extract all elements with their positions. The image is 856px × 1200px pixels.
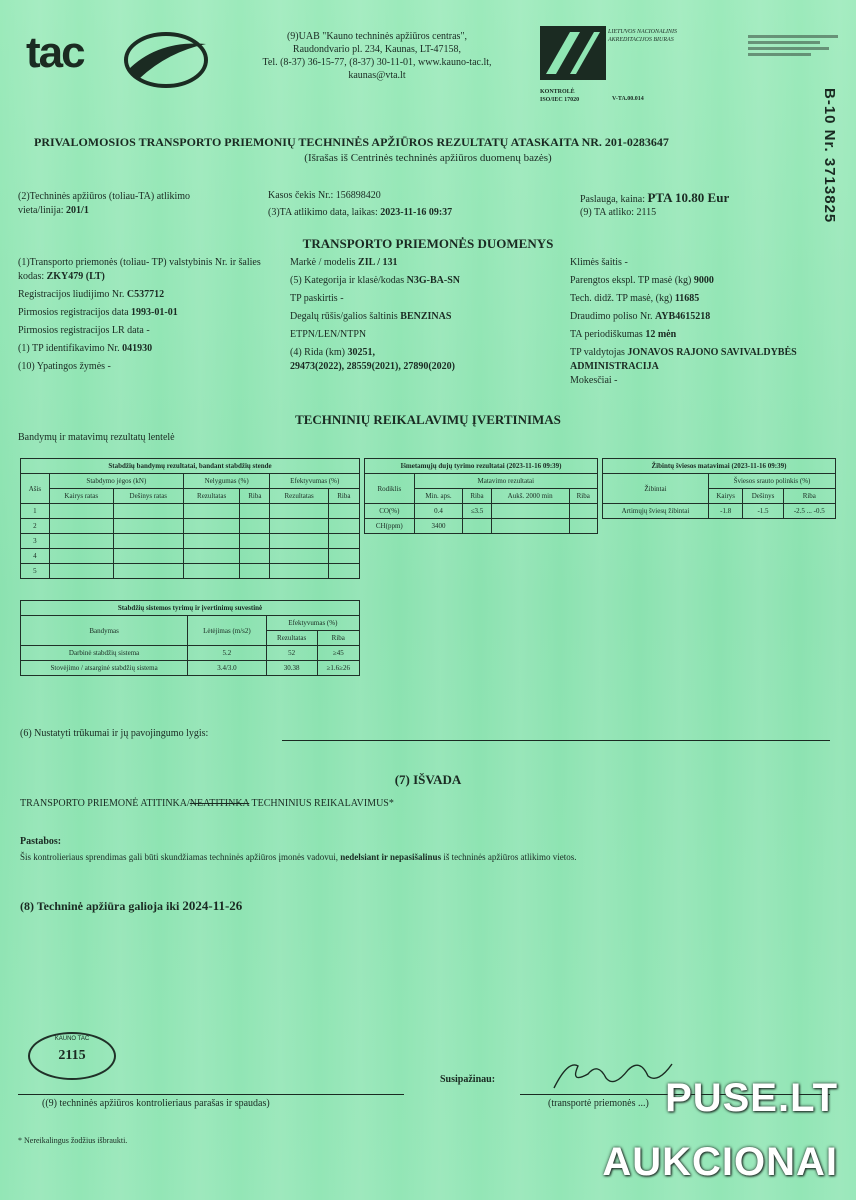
notes-text: Šis kontrolieriaus sprendimas gali būti skundžiamas techninės apžiūros įmonės vadovui, nedelsiant ir nepasišalinus iš techninės apžiūros atlikimo vietos. xyxy=(20,852,577,862)
brake-header-force: Stabdymo jėgos (kN) xyxy=(49,474,183,489)
blurred-print-info xyxy=(748,32,838,66)
brake-header-efficiency: Efektyvumas (%) xyxy=(270,474,360,489)
climate-row: Klimės šaitis - xyxy=(570,257,628,268)
brake-test-table xyxy=(20,458,360,579)
conclusion-text: TRANSPORTO PRIEMONĖ ATITINKA/NEATITINKA TECHNINIUS REIKALAVIMUS* xyxy=(20,798,394,809)
inspection-datetime xyxy=(268,207,452,218)
max-mass-row: Tech. didž. TP masė, (kg) 11685 xyxy=(570,293,700,304)
table-row: 5 xyxy=(21,564,360,579)
watermark-line1: PUSE.LT xyxy=(665,1076,838,1120)
service-label: Paslauga, kaina: xyxy=(580,194,645,205)
stamp-number: 2115 xyxy=(58,1048,86,1063)
report-title: PRIVALOMOSIOS TRANSPORTO PRIEMONIŲ TECHNINĖS APŽIŪROS REZULTATŲ ATASKAITA NR. 201-0283647 xyxy=(34,135,669,149)
conclusion-title: (7) IŠVADA xyxy=(394,772,462,787)
table-row: CH(ppm) 3400 xyxy=(365,519,598,534)
owner-signature-icon xyxy=(548,1054,678,1094)
special-marks-row: (10) Ypatingos žymės - xyxy=(18,361,111,372)
brake-sub-limit: Riba xyxy=(240,489,270,504)
purpose-row: TP paskirtis - xyxy=(290,293,344,304)
ta-performed-by xyxy=(580,207,656,218)
accreditation-code: V-TA.00.014 xyxy=(612,96,644,102)
accreditation-name: LIETUVOS NACIONALINIS AKREDITACIJOS BIURAS xyxy=(608,29,677,43)
headlight-table-title: Žibintų šviesos matavimai (2023-11-16 09:39) xyxy=(603,459,836,474)
form-serial-number: B-10 Nr. 3713825 xyxy=(821,88,838,224)
company-phone: Tel. (8-37) 36-15-77, (8-37) 30-11-01, www.kauno-tac.lt, xyxy=(262,57,492,68)
table-row: Artimųjų šviesų žibintai -1.8 -1.5 -2.5 ... -0.5 xyxy=(603,504,836,519)
footnote: * Nereikalingus žodžius išbraukti. xyxy=(18,1136,128,1145)
table-row: 1 xyxy=(21,504,360,519)
registration-row: Registracijos liudijimo Nr. C537712 xyxy=(18,289,165,300)
accreditation-info xyxy=(540,88,579,104)
brake-sub-left: Kairys ratas xyxy=(49,489,113,504)
insurance-row: Draudimo poliso Nr. AYB4615218 xyxy=(570,311,711,322)
notes-label: Pastabos: xyxy=(20,836,62,847)
accreditation-icon xyxy=(540,26,606,80)
company-name: (9)UAB "Kauno techninės apžiūros centras", xyxy=(286,31,468,42)
validity-date: 2024-11-26 xyxy=(182,898,243,913)
stamp-ring-text: KAUNO TAC xyxy=(54,1036,90,1042)
brake-summary-title: Stabdžių sistemos tyrimų ir įvertinimų suvestinė xyxy=(21,601,360,616)
ta-code-value: 2115 xyxy=(636,207,657,218)
emission-table-title: Išmetamųjų dujų tyrimo rezultatai (2023-11-16 09:39) xyxy=(365,459,598,474)
tac-logo xyxy=(26,28,84,78)
first-registration-row: Pirmosios registracijos data 1993-01-01 xyxy=(18,307,178,318)
taxes-row: Mokesčiai - xyxy=(570,375,618,386)
emission-header-results: Matavimo rezultatai xyxy=(414,474,597,489)
company-email: kaunas@vta.lt xyxy=(348,70,406,81)
inspection-place-value: 201/1 xyxy=(66,205,89,216)
brake-summary-table: Stabdžių sistemos tyrimų ir įvertinimų suvestinė Bandymas Lėtėjimas (m/s2) Efektyvumas (%) Rezultatas Riba Darbinė stabdžių sistema 5.2 52 ≥45 Stovėjimo / atsarginė stabdžių sistema 3.4/3.0 30.38 ≥1.6≥26 xyxy=(20,600,360,676)
tac-swoosh-icon xyxy=(118,30,210,90)
vin-row: (1) TP identifikavimo Nr. 041930 xyxy=(18,343,153,354)
struck-word: NEATITINKA xyxy=(189,798,250,809)
owner-caption: (transportė priemonės ...) xyxy=(548,1098,649,1109)
vehicle-middle-column xyxy=(290,256,550,374)
inspector-stamp xyxy=(28,1032,116,1080)
periodicity-row: TA periodiškumas 12 mėn xyxy=(570,329,677,340)
owner-row: TP valdytojas JONAVOS RAJONO SAVIVALDYBĖS ADMINISTRACIJA xyxy=(570,347,797,372)
service-value: PTA 10.80 Eur xyxy=(647,190,730,205)
accreditation-standard: ISO/IEC 17020 xyxy=(540,97,580,103)
emission-header-indicator: Rodiklis xyxy=(365,474,415,504)
category-row: (5) Kategorija ir klasė/kodas N3G-BA-SN xyxy=(290,275,460,286)
table-row: 4 xyxy=(21,549,360,564)
brake-header-imbalance: Nelygumas (%) xyxy=(183,474,270,489)
mileage-row: (4) Rida (km) 30251, xyxy=(290,347,375,358)
watermark-line2: AUKCIONAI xyxy=(602,1140,838,1184)
company-address xyxy=(232,30,522,82)
fuel-row: Degalų rūšis/galios šaltinis BENZINAS xyxy=(290,311,452,322)
first-lt-registration-row: Pirmosios registracijos LR data - xyxy=(18,325,150,336)
assessment-title: TECHNINIŲ REIKALAVIMŲ ĮVERTINIMAS xyxy=(295,412,561,427)
curb-mass-row: Parengtos ekspl. TP masė (kg) 9000 xyxy=(570,275,714,286)
mileage-history-row: 29473(2022), 28559(2021), 27890(2020) xyxy=(290,361,455,372)
controller-signature-line xyxy=(18,1094,404,1095)
vehicle-section-title: TRANSPORTO PRIEMONĖS DUOMENYS xyxy=(302,236,554,251)
headlight-test-table: Žibintų šviesos matavimai (2023-11-16 09:39) Žibintai Šviesos srauto polinkis (%) Kairys Dešinys Riba Artimųjų šviesų žibintai -1.8 -1.5 -2.5 ... -0.5 xyxy=(602,458,836,519)
inspection-place-label: (2)Techninės apžiūros (toliau-TA) atlikimo vieta/linija: xyxy=(18,191,191,216)
vehicle-right-column xyxy=(570,256,840,388)
receipt-value: 156898420 xyxy=(335,190,381,201)
table-row: Darbinė stabdžių sistema 5.2 52 ≥45 xyxy=(21,646,360,661)
brake-sub-eff-limit: Riba xyxy=(328,489,359,504)
ta-code-label: (9) TA atliko: xyxy=(580,207,635,218)
acquaint-label: Susipažinau: xyxy=(440,1074,496,1085)
emission-test-table: Išmetamųjų dujų tyrimo rezultatai (2023-11-16 09:39) Rodiklis Matavimo rezultatai Min. aps. Riba Aukš. 2000 min Riba CO(%) 0.4 ≤3.5 CH(ppm) 3400 xyxy=(364,458,598,534)
brake-sub-result: Rezultatas xyxy=(183,489,239,504)
accreditation-control: KONTROLĖ xyxy=(540,89,575,95)
accreditation-logo xyxy=(540,26,677,80)
table-row: Stovėjimo / atsarginė stabdžių sistema 3.4/3.0 30.38 ≥1.6≥26 xyxy=(21,661,360,676)
table-row: CO(%) 0.4 ≤3.5 xyxy=(365,504,598,519)
receipt-label: Kasos čekis Nr.: xyxy=(268,190,334,201)
table-row: 2 xyxy=(21,519,360,534)
defects-line xyxy=(282,740,830,741)
vehicle-left-column xyxy=(18,256,268,374)
validity xyxy=(20,898,242,914)
report-subtitle: (Išrašas iš Centrinės techninės apžiūros duomenų bazės) xyxy=(304,152,552,164)
make-model-row: Markė / modelis ZIL / 131 xyxy=(290,257,398,268)
defects-label: (6) Nustatyti trūkumai ir jų pavojingumo lygis: xyxy=(20,728,209,739)
company-street: Raudondvario pl. 234, Kaunas, LT-47158, xyxy=(292,44,462,55)
inspection-place xyxy=(18,190,218,218)
etpn-row: ETPN/LEN/NTPN xyxy=(290,329,367,340)
controller-caption: ((9) techninės apžiūros kontrolieriaus parašas ir spaudas) xyxy=(42,1098,270,1109)
plate-row: (1)Transporto priemonės (toliau- TP) valstybinis Nr. ir šalies kodas: ZKY479 (LT) xyxy=(18,257,261,282)
brake-table-title: Stabdžių bandymų rezultatai, bandant stabdžių stende xyxy=(21,459,360,474)
brake-header-axle: Ašis xyxy=(21,474,50,504)
receipt-number xyxy=(268,190,381,201)
tests-table-label: Bandymų ir matavimų rezultatų lentelė xyxy=(18,432,175,443)
validity-label: (8) Techninė apžiūra galioja iki xyxy=(20,899,180,913)
brake-sub-right: Dešinys ratas xyxy=(113,489,183,504)
service-price xyxy=(580,190,729,206)
datetime-value: 2023-11-16 09:37 xyxy=(380,207,453,218)
datetime-label: (3)TA atlikimo data, laikas: xyxy=(268,207,378,218)
brake-sub-eff-result: Rezultatas xyxy=(270,489,328,504)
table-row: 3 xyxy=(21,534,360,549)
tac-logo-text: tac xyxy=(26,28,84,77)
